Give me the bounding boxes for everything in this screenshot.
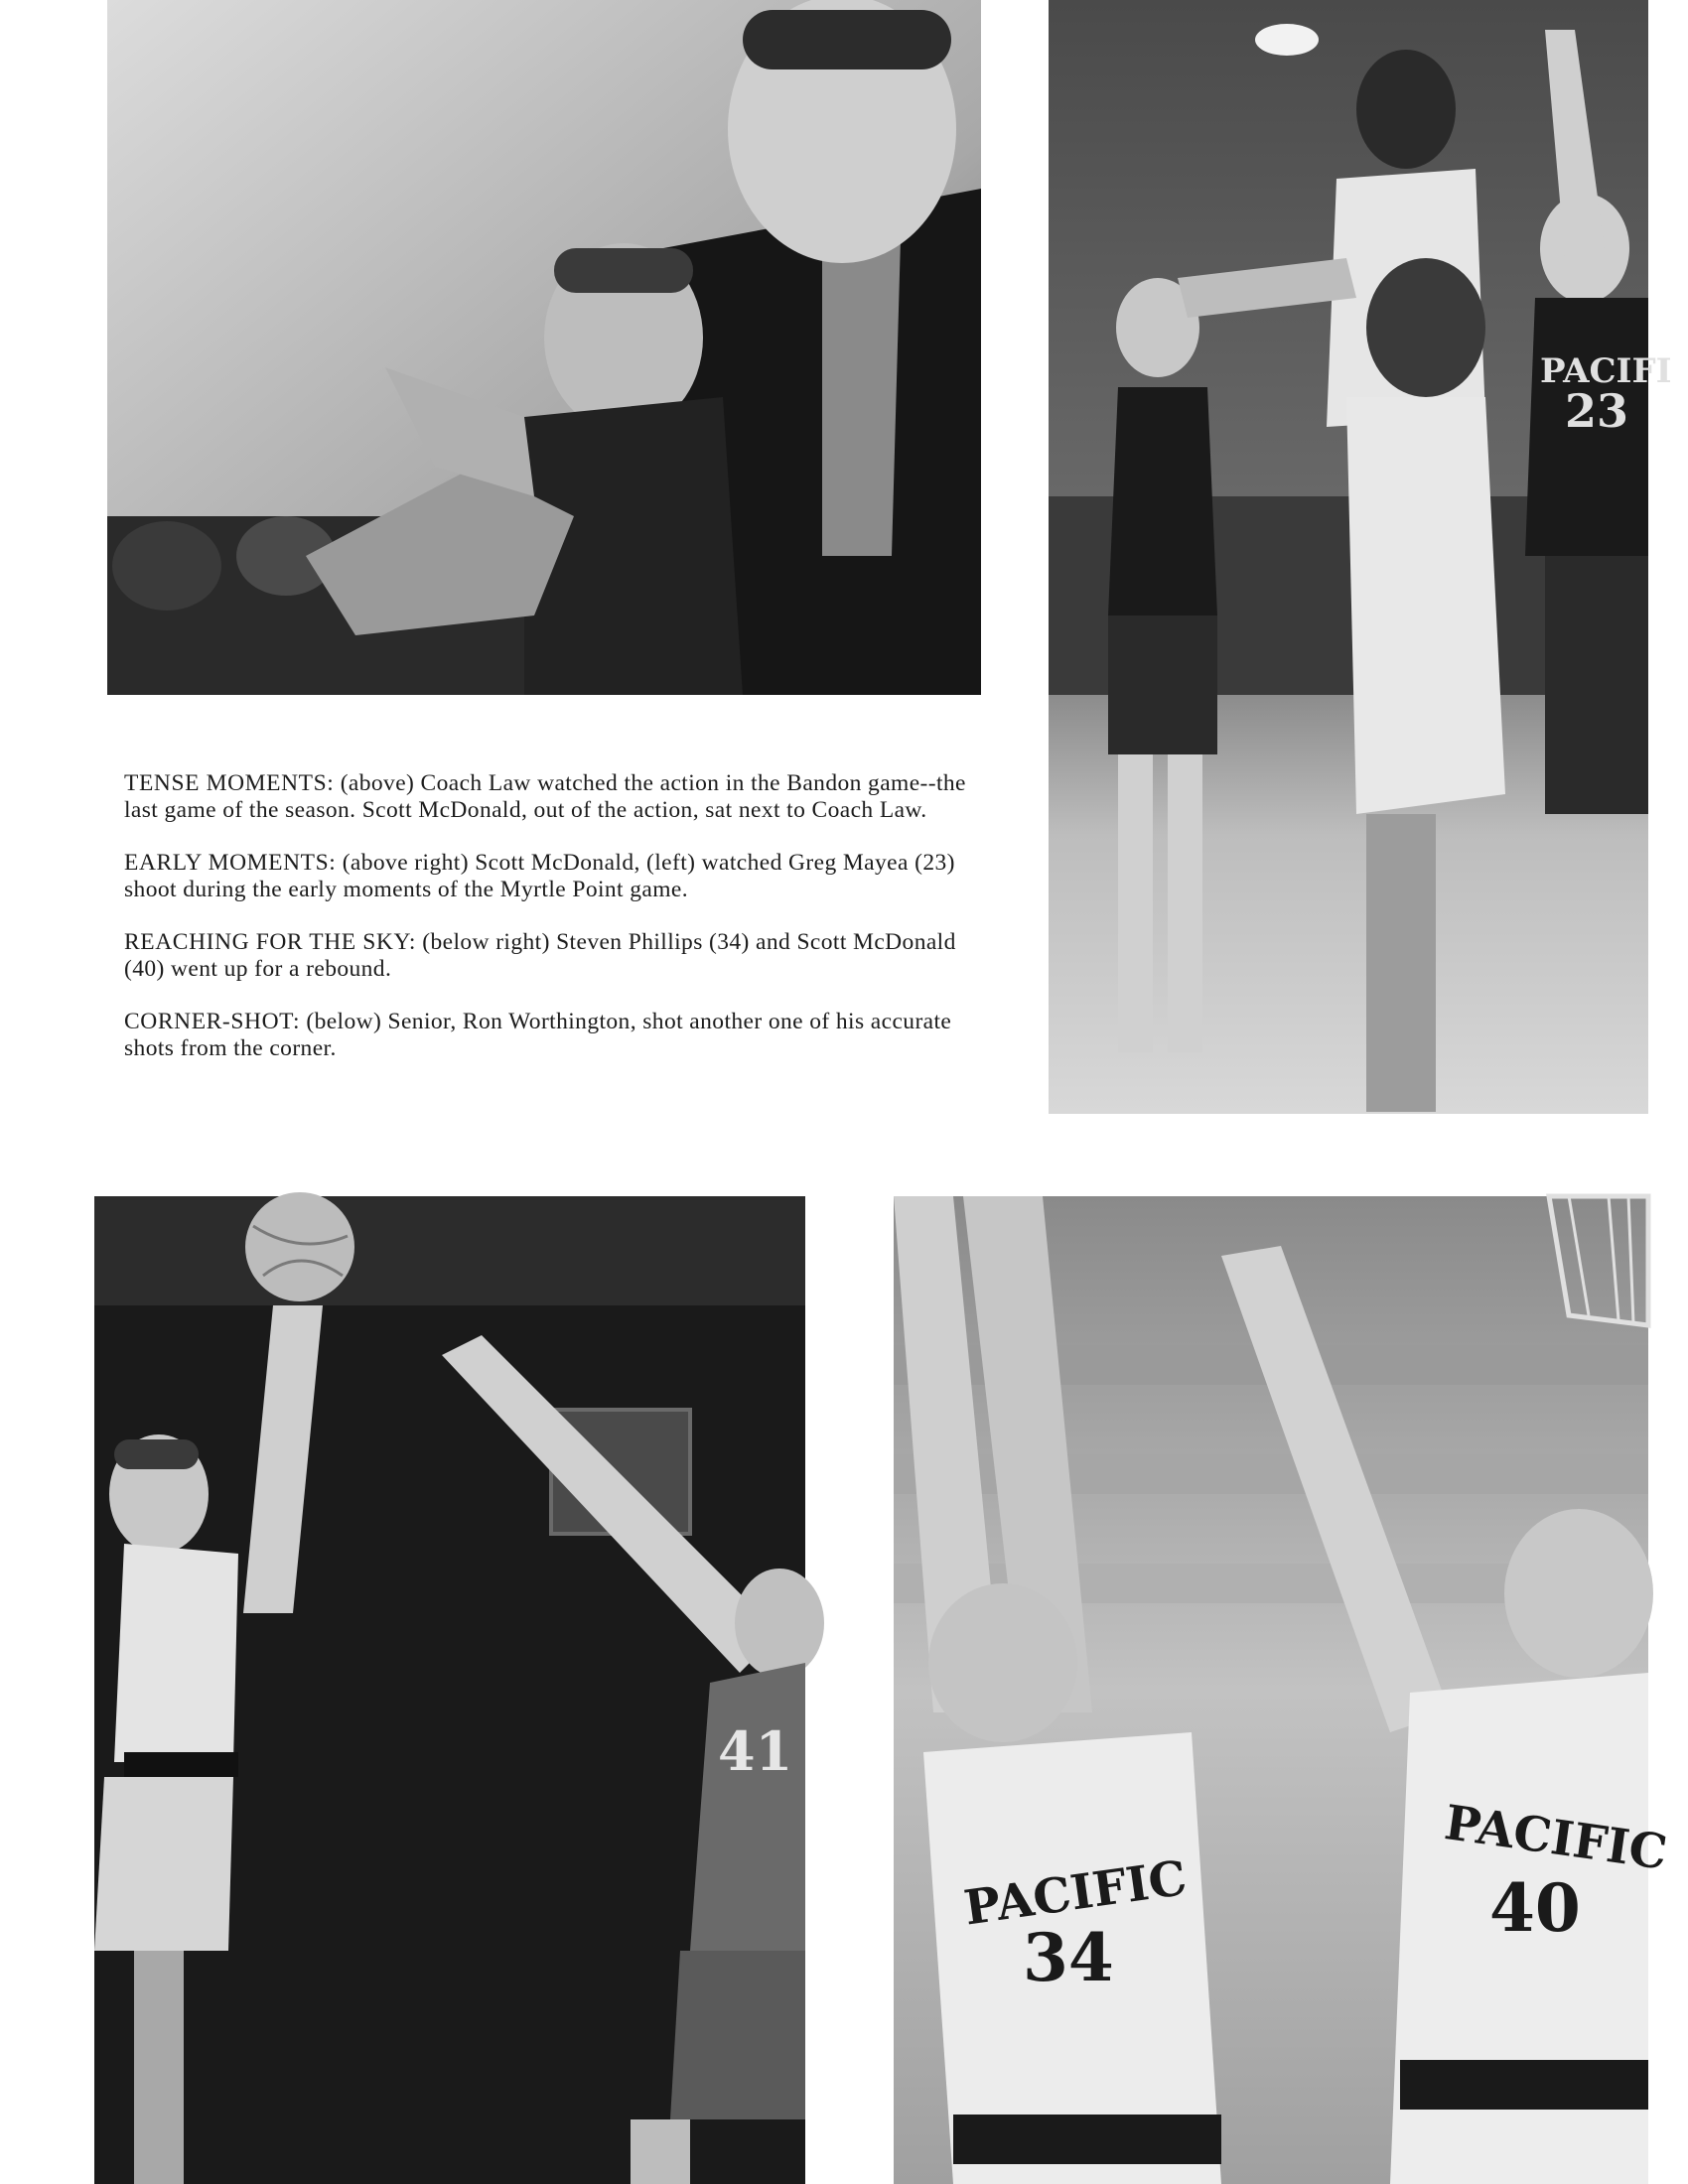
- caption-text: (below) Senior, Ron Worthington, shot another one of his accurate shots from the corner.: [124, 1009, 952, 1061]
- caption-corner-shot: [124, 1009, 968, 1062]
- jersey-number-34: 34: [1023, 1919, 1114, 1996]
- captions-block: [124, 770, 968, 1088]
- caption-heading: TENSE MOMENTS:: [124, 770, 335, 796]
- photo-reaching-image: [894, 1196, 1671, 2184]
- caption-tense-moments: [124, 770, 968, 824]
- caption-text: (below right) Steven Phillips (34) and Scott McDonald (40) went up for a rebound.: [124, 929, 956, 982]
- jersey-number-41: 41: [718, 1719, 793, 1783]
- jersey-team-40: PACIFIC: [1441, 1795, 1671, 1881]
- caption-heading: CORNER-SHOT:: [124, 1009, 301, 1034]
- caption-heading: EARLY MOMENTS:: [124, 850, 337, 876]
- photo-tense-moments: [107, 0, 981, 695]
- jersey-number-23: 23: [1565, 384, 1629, 438]
- photo-early-moments-image: [1049, 0, 1672, 1114]
- photo-early-moments: [1049, 0, 1672, 1114]
- caption-reaching-for-the-sky: [124, 929, 968, 983]
- caption-text: (above right) Scott McDonald, (left) watched Greg Mayea (23) shoot during the early moments of the Myrtle Point game.: [124, 850, 955, 902]
- jersey-team-34: PACIFIC: [960, 1849, 1191, 1937]
- photo-corner-shot-image: [94, 1196, 805, 2184]
- jersey-team-23: PACIFI: [1540, 351, 1672, 391]
- caption-early-moments: [124, 850, 968, 903]
- caption-heading: REACHING FOR THE SKY:: [124, 929, 416, 955]
- caption-text: (above) Coach Law watched the action in the Bandon game--the last game of the season. Scott McDonald, out of the action, sat next to Coach Law.: [124, 770, 966, 823]
- photo-reaching-for-the-sky: [894, 1196, 1671, 2184]
- photo-tense-moments-image: [107, 0, 981, 695]
- jersey-number-40: 40: [1489, 1869, 1581, 1947]
- photo-corner-shot: [94, 1196, 805, 2184]
